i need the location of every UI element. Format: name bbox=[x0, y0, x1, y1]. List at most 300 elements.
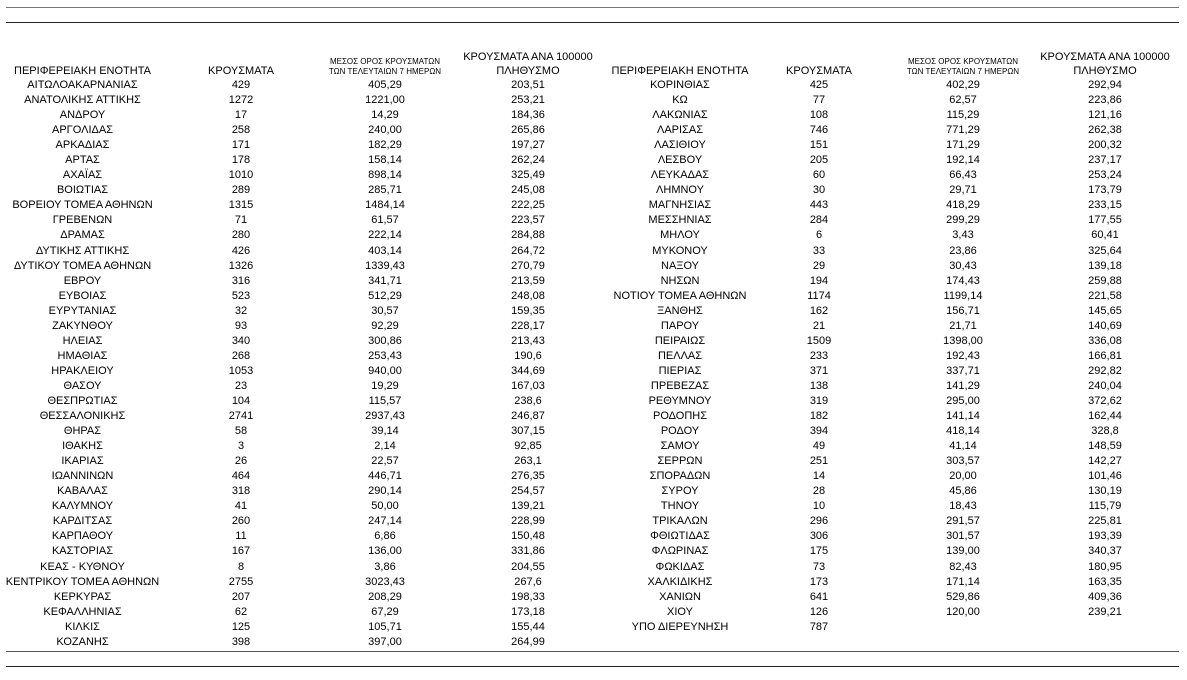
cases-cell: 138 bbox=[809, 379, 829, 392]
avg7-cell: 171,29 bbox=[946, 139, 980, 152]
region-cell: ΚΟΖΑΝΗΣ bbox=[56, 635, 109, 648]
per100k-cell: 121,16 bbox=[1088, 109, 1122, 122]
per100k-cell: 190,6 bbox=[514, 349, 542, 362]
avg7-cell: 115,57 bbox=[368, 394, 402, 407]
region-cell: ΣΕΡΡΩΝ bbox=[657, 455, 703, 468]
region-cell: ΣΑΜΟΥ bbox=[660, 440, 700, 453]
per100k-cell: 166,81 bbox=[1088, 349, 1122, 362]
region-cell: ΑΡΚΑΔΙΑΣ bbox=[55, 139, 110, 152]
cases-cell: 41 bbox=[234, 500, 248, 513]
region-cell: ΡΟΔΟΥ bbox=[660, 425, 700, 438]
region-cell: ΤΡΙΚΑΛΩΝ bbox=[652, 515, 708, 528]
per100k-cell: 213,59 bbox=[511, 274, 545, 287]
avg7-cell: 174,43 bbox=[946, 274, 980, 287]
per100k-cell: 267,6 bbox=[514, 575, 542, 588]
avg7-cell: 898,14 bbox=[368, 169, 402, 182]
cases-cell: 162 bbox=[809, 304, 829, 317]
avg7-cell: 222,14 bbox=[368, 229, 402, 242]
avg7-cell: 141,29 bbox=[946, 379, 980, 392]
avg7-cell: 45,86 bbox=[949, 485, 977, 498]
cases-cell: 28 bbox=[812, 485, 826, 498]
region-cell: ΑΧΑΪΑΣ bbox=[62, 169, 103, 182]
region-cell: ΑΡΓΟΛΙΔΑΣ bbox=[52, 124, 113, 137]
avg7-cell: 771,29 bbox=[946, 124, 980, 137]
region-cell: ΕΥΡΥΤΑΝΙΑΣ bbox=[48, 304, 117, 317]
cases-cell: 3 bbox=[237, 440, 245, 453]
cases-cell: 26 bbox=[234, 455, 248, 468]
cases-cell: 425 bbox=[809, 79, 829, 91]
cases-cell: 296 bbox=[809, 515, 829, 528]
cases-cell: 178 bbox=[231, 154, 251, 167]
cases-cell: 268 bbox=[231, 349, 251, 362]
per100k-cell: 237,17 bbox=[1088, 154, 1122, 167]
avg7-cell: 2937,43 bbox=[365, 410, 405, 423]
avg7-cell: 105,71 bbox=[368, 620, 402, 633]
cases-cell: 394 bbox=[809, 425, 829, 438]
region-cell: ΙΘΑΚΗΣ bbox=[62, 440, 103, 453]
avg7-cell: 23,86 bbox=[949, 244, 977, 257]
per100k-cell: 240,04 bbox=[1088, 379, 1122, 392]
region-cell: ΛΕΥΚΑΔΑΣ bbox=[650, 169, 710, 182]
avg7-cell: 403,14 bbox=[368, 244, 402, 257]
cases-cell: 8 bbox=[237, 560, 245, 573]
avg7-cell: 158,14 bbox=[368, 154, 402, 167]
per100k-cell: 228,17 bbox=[511, 319, 545, 332]
top-rule bbox=[6, 22, 1179, 23]
region-cell: ΒΟΡΕΙΟΥ ΤΟΜΕΑ ΑΘΗΝΩΝ bbox=[12, 199, 153, 212]
region-cell: ΜΥΚΟΝΟΥ bbox=[652, 244, 708, 257]
cases-cell: 175 bbox=[809, 545, 829, 558]
cases-cell: 93 bbox=[234, 319, 248, 332]
avg7-cell: 285,71 bbox=[368, 184, 402, 197]
cases-cell: 429 bbox=[231, 79, 251, 91]
region-cell: ΗΛΕΙΑΣ bbox=[62, 334, 103, 347]
avg7-cell: 171,14 bbox=[946, 575, 980, 588]
per100k-cell: 340,37 bbox=[1088, 545, 1122, 558]
cases-cell: 77 bbox=[812, 94, 826, 107]
avg7-cell: 341,71 bbox=[368, 274, 402, 287]
avg7-cell: 141,14 bbox=[946, 410, 980, 423]
region-cell: ΘΑΣΟΥ bbox=[63, 379, 102, 392]
cases-cell: 60 bbox=[812, 169, 826, 182]
region-cell: ΑΙΤΩΛΟΑΚΑΡΝΑΝΙΑΣ bbox=[27, 79, 138, 91]
cases-cell: 14 bbox=[812, 470, 826, 483]
avg7-cell: 66,43 bbox=[949, 169, 977, 182]
bottom-rule-thick bbox=[6, 666, 1179, 667]
per100k-cell: 203,51 bbox=[511, 79, 545, 91]
region-cell: ΗΜΑΘΙΑΣ bbox=[57, 349, 108, 362]
cases-cell: 641 bbox=[809, 590, 829, 603]
top-rule-thin bbox=[6, 7, 1179, 8]
region-cell: ΣΠΟΡΑΔΩΝ bbox=[649, 470, 711, 483]
avg7-cell: 337,71 bbox=[946, 364, 980, 377]
region-cell: ΚΕΑΣ - ΚΥΘΝΟΥ bbox=[40, 560, 125, 573]
cases-cell: 10 bbox=[812, 500, 826, 513]
cases-cell: 289 bbox=[231, 184, 251, 197]
per100k-cell: 248,08 bbox=[511, 289, 545, 302]
per100k-cell: 265,86 bbox=[511, 124, 545, 137]
per100k-cell: 344,69 bbox=[511, 364, 545, 377]
avg7-cell: 92,29 bbox=[371, 319, 399, 332]
region-cell: ΜΗΛΟΥ bbox=[660, 229, 700, 242]
avg7-cell: 192,14 bbox=[946, 154, 980, 167]
cases-cell: 167 bbox=[231, 545, 251, 558]
per100k-cell: 223,57 bbox=[511, 214, 545, 227]
cases-cell: 1272 bbox=[228, 94, 254, 107]
cases-cell: 260 bbox=[231, 515, 251, 528]
avg7-cell: 299,29 bbox=[946, 214, 980, 227]
region-cell: ΚΑΣΤΟΡΙΑΣ bbox=[51, 545, 114, 558]
cases-cell: 126 bbox=[809, 605, 829, 618]
cases-cell: 11 bbox=[235, 530, 247, 543]
cases-cell: 23 bbox=[234, 379, 248, 392]
cases-cell: 58 bbox=[234, 425, 248, 438]
cases-cell: 71 bbox=[234, 214, 248, 227]
per100k-cell: 263,1 bbox=[514, 455, 542, 468]
region-cell: ΡΟΔΟΠΗΣ bbox=[652, 410, 708, 423]
region-cell: ΜΑΓΝΗΣΙΑΣ bbox=[648, 199, 712, 212]
header-region: ΠΕΡΙΦΕΡΕΙΑΚΗ ΕΝΟΤΗΤΑ bbox=[611, 65, 749, 77]
region-cell: ΧΑΝΙΩΝ bbox=[659, 590, 701, 603]
per100k-cell: 150,48 bbox=[511, 530, 545, 543]
cases-cell: 173 bbox=[809, 575, 829, 588]
cases-cell: 284 bbox=[809, 214, 829, 227]
cases-cell: 2755 bbox=[228, 575, 254, 588]
region-cell: ΧΑΛΚΙΔΙΚΗΣ bbox=[647, 575, 713, 588]
avg7-cell: 301,57 bbox=[946, 530, 980, 543]
region-cell: ΜΕΣΣΗΝΙΑΣ bbox=[648, 214, 712, 227]
avg7-cell: 291,57 bbox=[946, 515, 980, 528]
per100k-cell: 225,81 bbox=[1088, 515, 1122, 528]
region-cell: ΛΗΜΝΟΥ bbox=[656, 184, 704, 197]
avg7-cell: 82,43 bbox=[949, 560, 977, 573]
header-7day-average: ΜΕΣΟΣ ΟΡΟΣ ΚΡΟΥΣΜΑΤΩΝ ΤΩΝ ΤΕΛΕΥΤΑΙΩΝ 7 ΗΜΕΡΩΝ bbox=[328, 57, 442, 76]
cases-cell: 1010 bbox=[228, 169, 254, 182]
per100k-cell: 264,72 bbox=[511, 244, 545, 257]
cases-cell: 523 bbox=[231, 289, 251, 302]
avg7-cell: 240,00 bbox=[368, 124, 402, 137]
cases-cell: 73 bbox=[812, 560, 826, 573]
header-cases-per-100k: ΚΡΟΥΣΜΑΤΑ ΑΝΑ 100000 ΠΛΗΘΥΣΜΟ bbox=[1040, 51, 1170, 77]
cases-cell: 426 bbox=[231, 244, 251, 257]
avg7-cell: 397,00 bbox=[368, 635, 402, 648]
region-cell: ΚΟΡΙΝΘΙΑΣ bbox=[650, 79, 710, 91]
per100k-cell: 292,94 bbox=[1088, 79, 1122, 91]
region-cell: ΠΑΡΟΥ bbox=[660, 319, 700, 332]
region-cell: ΣΥΡΟΥ bbox=[661, 485, 699, 498]
per100k-cell: 325,49 bbox=[511, 169, 545, 182]
cases-cell: 340 bbox=[231, 334, 251, 347]
region-cell: ΛΑΡΙΣΑΣ bbox=[656, 124, 703, 137]
avg7-cell: 303,57 bbox=[946, 455, 980, 468]
avg7-cell: 1484,14 bbox=[365, 199, 405, 212]
per100k-cell: 140,69 bbox=[1088, 319, 1122, 332]
region-cell: ΕΒΡΟΥ bbox=[63, 274, 102, 287]
cases-cell: 62 bbox=[234, 605, 248, 618]
avg7-cell: 405,29 bbox=[368, 79, 402, 91]
avg7-cell: 14,29 bbox=[371, 109, 399, 122]
per100k-cell: 177,55 bbox=[1088, 214, 1122, 227]
per100k-cell: 115,79 bbox=[1088, 500, 1122, 513]
cases-cell: 746 bbox=[809, 124, 829, 137]
per100k-cell: 239,21 bbox=[1088, 605, 1122, 618]
cases-cell: 207 bbox=[231, 590, 251, 603]
region-cell: ΧΙΟΥ bbox=[667, 605, 693, 618]
cases-cell: 1315 bbox=[228, 199, 254, 212]
cases-cell: 32 bbox=[234, 304, 248, 317]
region-cell: ΑΡΤΑΣ bbox=[65, 154, 100, 167]
per100k-cell: 276,35 bbox=[511, 470, 545, 483]
per100k-cell: 173,79 bbox=[1088, 184, 1122, 197]
per100k-cell: 246,87 bbox=[511, 410, 545, 423]
cases-cell: 398 bbox=[231, 635, 251, 648]
avg7-cell: 61,57 bbox=[371, 214, 399, 227]
per100k-cell: 193,39 bbox=[1088, 530, 1122, 543]
avg7-cell: 50,00 bbox=[371, 500, 399, 513]
avg7-cell: 253,43 bbox=[368, 349, 402, 362]
per100k-cell: 284,88 bbox=[511, 229, 545, 242]
header-cases: ΚΡΟΥΣΜΑΤΑ bbox=[208, 65, 274, 77]
cases-cell: 194 bbox=[809, 274, 829, 287]
region-cell: ΘΕΣΣΑΛΟΝΙΚΗΣ bbox=[39, 410, 126, 423]
avg7-cell: 529,86 bbox=[946, 590, 980, 603]
header-cases-per-100k: ΚΡΟΥΣΜΑΤΑ ΑΝΑ 100000 ΠΛΗΘΥΣΜΟ bbox=[463, 51, 593, 77]
avg7-cell: 1339,43 bbox=[365, 259, 405, 272]
per100k-cell: 204,55 bbox=[511, 560, 545, 573]
per100k-cell: 228,99 bbox=[511, 515, 545, 528]
avg7-cell: 139,00 bbox=[946, 545, 980, 558]
region-cell: ΛΕΣΒΟΥ bbox=[657, 154, 703, 167]
region-cell: ΚΑΡΠΑΘΟΥ bbox=[51, 530, 114, 543]
per100k-cell: 159,35 bbox=[511, 304, 545, 317]
cases-cell: 1174 bbox=[807, 289, 831, 302]
cases-cell: 258 bbox=[231, 124, 251, 137]
per100k-cell: 270,79 bbox=[511, 259, 545, 272]
cases-cell: 104 bbox=[231, 394, 251, 407]
avg7-cell: 30,57 bbox=[371, 304, 399, 317]
cases-cell: 6 bbox=[815, 229, 823, 242]
per100k-cell: 292,82 bbox=[1088, 364, 1122, 377]
avg7-cell: 208,29 bbox=[368, 590, 402, 603]
per100k-cell: 197,27 bbox=[511, 139, 545, 152]
per100k-cell: 167,03 bbox=[511, 379, 545, 392]
avg7-cell: 19,29 bbox=[371, 379, 399, 392]
cases-cell: 125 bbox=[231, 620, 251, 633]
bottom-rule bbox=[6, 651, 1179, 652]
region-cell: ΛΑΣΙΘΙΟΥ bbox=[654, 139, 706, 152]
region-cell: ΚΕΡΚΥΡΑΣ bbox=[53, 590, 112, 603]
cases-cell: 2741 bbox=[228, 410, 254, 423]
avg7-cell: 22,57 bbox=[371, 455, 399, 468]
cases-cell: 306 bbox=[809, 530, 829, 543]
avg7-cell: 300,86 bbox=[368, 334, 402, 347]
avg7-cell: 30,43 bbox=[949, 259, 977, 272]
avg7-cell: 446,71 bbox=[368, 470, 402, 483]
region-cell: ΠΡΕΒΕΖΑΣ bbox=[650, 379, 710, 392]
cases-cell: 787 bbox=[809, 620, 829, 633]
avg7-cell: 402,29 bbox=[946, 79, 980, 91]
region-cell: ΓΡΕΒΕΝΩΝ bbox=[52, 214, 113, 227]
per100k-cell: 184,36 bbox=[511, 109, 545, 122]
region-cell: ΠΕΛΛΑΣ bbox=[657, 349, 703, 362]
region-cell: ΚΑΡΔΙΤΣΑΣ bbox=[52, 515, 113, 528]
region-cell: ΠΙΕΡΙΑΣ bbox=[658, 364, 702, 377]
per100k-cell: 253,24 bbox=[1088, 169, 1122, 182]
region-cell: ΦΩΚΙΔΑΣ bbox=[655, 560, 705, 573]
per100k-cell: 60,41 bbox=[1091, 229, 1119, 242]
cases-cell: 318 bbox=[231, 485, 251, 498]
region-cell: ΑΝΑΤΟΛΙΚΗΣ ΑΤΤΙΚΗΣ bbox=[24, 94, 141, 107]
per100k-cell: 409,36 bbox=[1088, 590, 1122, 603]
avg7-cell: 290,14 bbox=[368, 485, 402, 498]
per100k-cell: 163,35 bbox=[1088, 575, 1122, 588]
region-cell: ΔΥΤΙΚΗΣ ΑΤΤΙΚΗΣ bbox=[35, 244, 130, 257]
region-cell: ΑΝΔΡΟΥ bbox=[59, 109, 106, 122]
per100k-cell: 130,19 bbox=[1088, 485, 1122, 498]
per100k-cell: 213,43 bbox=[511, 334, 545, 347]
region-cell: ΚΕΝΤΡΙΚΟΥ ΤΟΜΕΑ ΑΘΗΝΩΝ bbox=[5, 575, 160, 588]
cases-cell: 371 bbox=[809, 364, 829, 377]
avg7-cell: 67,29 bbox=[371, 605, 399, 618]
region-cell: ΖΑΚΥΝΘΟΥ bbox=[52, 319, 113, 332]
per100k-cell: 221,58 bbox=[1088, 289, 1122, 302]
cases-cell: 33 bbox=[812, 244, 826, 257]
per100k-cell: 264,99 bbox=[511, 635, 545, 648]
cases-cell: 17 bbox=[234, 109, 248, 122]
region-cell: ΕΥΒΟΙΑΣ bbox=[58, 289, 107, 302]
per100k-cell: 198,33 bbox=[511, 590, 545, 603]
avg7-cell: 3,86 bbox=[374, 560, 396, 573]
per100k-cell: 142,27 bbox=[1088, 455, 1122, 468]
per100k-cell: 336,08 bbox=[1088, 334, 1122, 347]
avg7-cell: 39,14 bbox=[371, 425, 399, 438]
avg7-cell: 940,00 bbox=[368, 364, 402, 377]
per100k-cell: 223,86 bbox=[1088, 94, 1122, 107]
region-cell: ΗΡΑΚΛΕΙΟΥ bbox=[51, 364, 114, 377]
per100k-cell: 222,25 bbox=[511, 199, 545, 212]
cases-cell: 30 bbox=[812, 184, 826, 197]
cases-cell: 151 bbox=[809, 139, 829, 152]
region-cell: ΒΟΙΩΤΙΑΣ bbox=[56, 184, 109, 197]
per100k-cell: 148,59 bbox=[1088, 440, 1122, 453]
avg7-cell: 29,71 bbox=[949, 184, 977, 197]
per100k-cell: 162,44 bbox=[1088, 410, 1122, 423]
per100k-cell: 145,65 bbox=[1088, 304, 1122, 317]
region-cell: ΚΙΛΚΙΣ bbox=[65, 620, 100, 633]
avg7-cell: 6,86 bbox=[374, 530, 396, 543]
avg7-cell: 2,14 bbox=[374, 440, 396, 453]
avg7-cell: 182,29 bbox=[368, 139, 402, 152]
avg7-cell: 192,43 bbox=[946, 349, 980, 362]
per100k-cell: 238,6 bbox=[514, 394, 542, 407]
avg7-cell: 20,00 bbox=[949, 470, 977, 483]
cases-cell: 1509 bbox=[806, 334, 832, 347]
region-cell: ΠΕΙΡΑΙΩΣ bbox=[654, 334, 706, 347]
per100k-cell: 262,24 bbox=[511, 154, 545, 167]
avg7-cell: 41,14 bbox=[949, 440, 977, 453]
avg7-cell: 3023,43 bbox=[365, 575, 405, 588]
per100k-cell: 155,44 bbox=[511, 620, 545, 633]
region-cell: ΚΩ bbox=[672, 94, 688, 107]
per100k-cell: 372,62 bbox=[1088, 394, 1122, 407]
avg7-cell: 18,43 bbox=[949, 500, 977, 513]
region-cell: ΘΗΡΑΣ bbox=[63, 425, 102, 438]
avg7-cell: 120,00 bbox=[946, 605, 980, 618]
cases-cell: 29 bbox=[812, 259, 826, 272]
cases-cell: 280 bbox=[231, 229, 251, 242]
cases-cell: 1326 bbox=[228, 259, 254, 272]
per100k-cell: 101,46 bbox=[1088, 470, 1122, 483]
avg7-cell: 62,57 bbox=[949, 94, 977, 107]
cases-cell: 443 bbox=[809, 199, 829, 212]
header-7day-average: ΜΕΣΟΣ ΟΡΟΣ ΚΡΟΥΣΜΑΤΩΝ ΤΩΝ ΤΕΛΕΥΤΑΙΩΝ 7 ΗΜΕΡΩΝ bbox=[906, 57, 1020, 76]
avg7-cell: 3,43 bbox=[952, 229, 974, 242]
cases-cell: 319 bbox=[809, 394, 829, 407]
cases-cell: 205 bbox=[809, 154, 829, 167]
region-cell: ΛΑΚΩΝΙΑΣ bbox=[652, 109, 708, 122]
cases-cell: 108 bbox=[809, 109, 829, 122]
avg7-cell: 512,29 bbox=[368, 289, 402, 302]
region-cell: ΦΘΙΩΤΙΔΑΣ bbox=[650, 530, 710, 543]
avg7-cell: 418,14 bbox=[946, 425, 980, 438]
region-cell: ΔΡΑΜΑΣ bbox=[60, 229, 105, 242]
region-cell: ΚΑΛΥΜΝΟΥ bbox=[51, 500, 114, 513]
avg7-cell: 247,14 bbox=[368, 515, 402, 528]
avg7-cell: 115,29 bbox=[946, 109, 980, 122]
avg7-cell: 136,00 bbox=[368, 545, 402, 558]
header-region: ΠΕΡΙΦΕΡΕΙΑΚΗ ΕΝΟΤΗΤΑ bbox=[14, 65, 151, 77]
region-cell: ΝΑΞΟΥ bbox=[661, 259, 699, 272]
per100k-cell: 325,64 bbox=[1088, 244, 1122, 257]
region-cell: ΚΕΦΑΛΛΗΝΙΑΣ bbox=[43, 605, 122, 618]
avg7-cell: 295,00 bbox=[946, 394, 980, 407]
per100k-cell: 253,21 bbox=[511, 94, 545, 107]
avg7-cell: 418,29 bbox=[946, 199, 980, 212]
region-cell: ΞΑΝΘΗΣ bbox=[657, 304, 703, 317]
cases-cell: 316 bbox=[231, 274, 251, 287]
per100k-cell: 92,85 bbox=[514, 440, 542, 453]
region-cell: ΤΗΝΟΥ bbox=[660, 500, 700, 513]
region-cell: ΘΕΣΠΡΩΤΙΑΣ bbox=[47, 394, 118, 407]
region-cell: ΡΕΘΥΜΝΟΥ bbox=[648, 394, 712, 407]
per100k-cell: 254,57 bbox=[511, 485, 545, 498]
region-cell: ΥΠΟ ΔΙΕΡΕΥΝΗΣΗ bbox=[631, 620, 729, 633]
region-cell: ΔΥΤΙΚΟΥ ΤΟΜΕΑ ΑΘΗΝΩΝ bbox=[13, 259, 152, 272]
header-cases: ΚΡΟΥΣΜΑΤΑ bbox=[786, 65, 852, 77]
per100k-cell: 233,15 bbox=[1088, 199, 1122, 212]
per100k-cell: 200,32 bbox=[1088, 139, 1122, 152]
region-cell: ΚΑΒΑΛΑΣ bbox=[57, 485, 108, 498]
per100k-cell: 139,21 bbox=[511, 500, 545, 513]
cases-cell: 171 bbox=[231, 139, 251, 152]
cases-cell: 182 bbox=[809, 410, 829, 423]
per100k-cell: 245,08 bbox=[511, 184, 545, 197]
cases-cell: 49 bbox=[812, 440, 826, 453]
per100k-cell: 262,38 bbox=[1088, 124, 1122, 137]
per100k-cell: 259,88 bbox=[1088, 274, 1122, 287]
per100k-cell: 139,18 bbox=[1088, 259, 1122, 272]
region-cell: ΦΛΩΡΙΝΑΣ bbox=[651, 545, 709, 558]
region-cell: ΙΚΑΡΙΑΣ bbox=[61, 455, 104, 468]
avg7-cell: 156,71 bbox=[946, 304, 980, 317]
region-cell: ΙΩΑΝΝΙΝΩΝ bbox=[51, 470, 114, 483]
cases-cell: 464 bbox=[231, 470, 251, 483]
per100k-cell: 328,8 bbox=[1091, 425, 1119, 438]
region-cell: ΝΟΤΙΟΥ ΤΟΜΕΑ ΑΘΗΝΩΝ bbox=[613, 289, 747, 302]
cases-cell: 251 bbox=[809, 455, 829, 468]
region-cell: ΝΗΣΩΝ bbox=[660, 274, 700, 287]
avg7-cell: 1221,00 bbox=[365, 94, 405, 107]
